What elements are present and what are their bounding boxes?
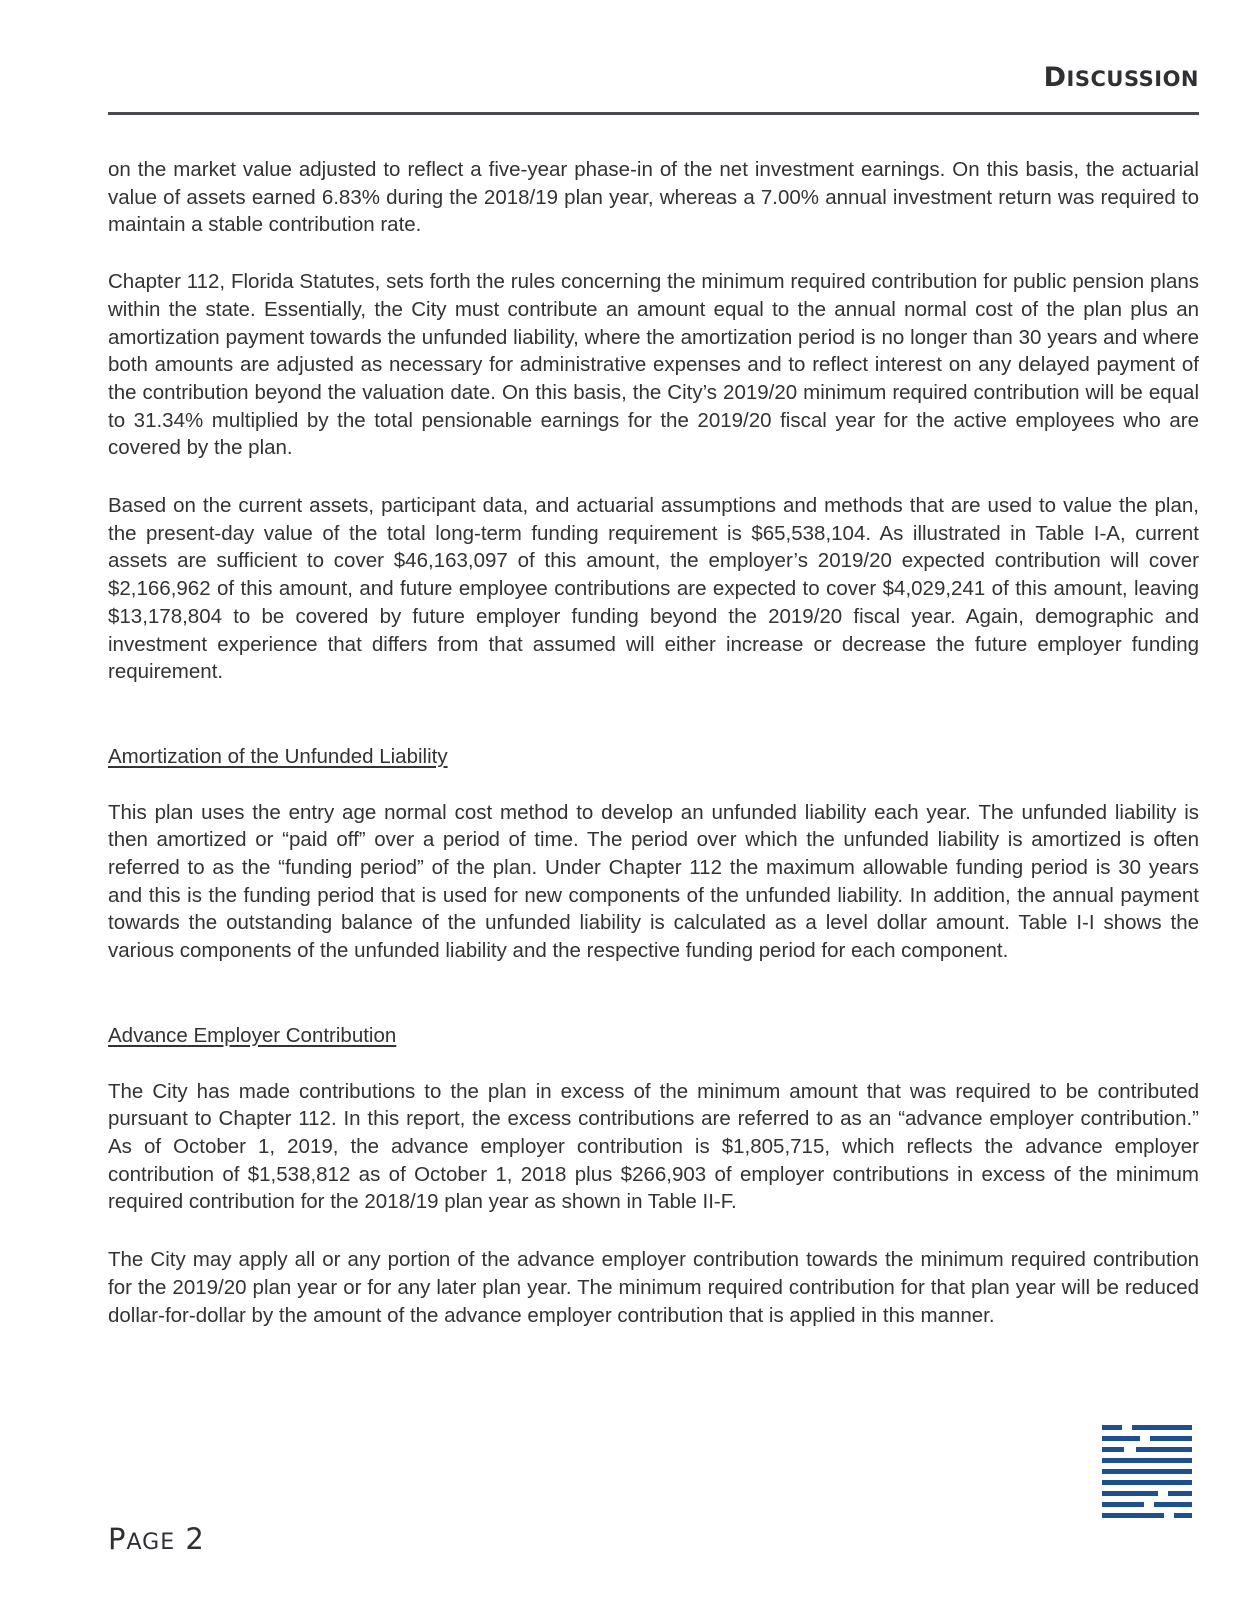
- heading-amortization: Amortization of the Unfunded Liability: [108, 744, 448, 768]
- company-logo-icon: [1102, 1425, 1192, 1525]
- page-body: [108, 156, 1199, 1329]
- header-divider: [108, 112, 1199, 115]
- page-label-rest: AGE: [126, 1530, 176, 1555]
- page-number-value: 2: [185, 1522, 205, 1556]
- paragraph-advance-contribution: The City has made contributions to the plan in excess of the minimum amount that was required to be contributed pursuant to Chapter 112. In this report, the excess contributions are referred to as an “advance employer contribution.” As of October 1, 2019, the advance employer contribution is $1,805,715, which reflects the advance employer contribution of $1,538,812 as of October 1, 2018 plus $266,903 of employer contributions in excess of the minimum required contribution for the 2018/19 plan year as shown in Table II-F.: [108, 1079, 1199, 1214]
- section-title-rest: ISCUSSION: [1066, 67, 1199, 91]
- page-label-initial: P: [108, 1522, 127, 1556]
- page-number: [108, 1522, 205, 1556]
- section-title-initial: D: [1043, 62, 1067, 93]
- heading-advance-contribution: Advance Employer Contribution: [108, 1023, 397, 1047]
- paragraph-funding-requirement: Based on the current assets, participant data, and actuarial assumptions and methods that are used to value the plan, the present-day value of the total long-term funding requirement is $65,538,104. As illustrated in Table I-A, current assets are sufficient to cover $46,163,097 of this amount, the employer’s 2019/20 expected contribution will cover $2,166,962 of this amount, and future employee contributions are expected to cover $4,029,241 of this amount, leaving $13,178,804 to be covered by future employer funding beyond the 2019/20 fiscal year. Again, demographic and investment experience that differs from that assumed will either increase or decrease the future employer funding requirement.: [108, 494, 1199, 684]
- paragraph-actuarial-value: on the market value adjusted to reflect a five-year phase-in of the net investment earnings. On this basis, the actuarial value of assets earned 6.83% during the 2018/19 plan year, whereas a 7.00% annual investment return was required to maintain a stable contribution rate.: [108, 158, 1199, 237]
- paragraph-apply-contribution: The City may apply all or any portion of the advance employer contribution towards the minimum required contribution for the 2019/20 plan year or for any later plan year. The minimum required contribution for that plan year will be reduced dollar-for-dollar by the amount of the advance employer contribution that is applied in this manner.: [108, 1248, 1199, 1327]
- paragraph-amortization: This plan uses the entry age normal cost method to develop an unfunded liability each year. The unfunded liability is then amortized or “paid off” over a period of time. The period over which the unfunded liability is amortized is often referred to as the “funding period” of the plan. Under Chapter 112 the maximum allowable funding period is 30 years and this is the funding period that is used for new components of the unfunded liability. In addition, the annual payment towards the outstanding balance of the unfunded liability is calculated as a level dollar amount. Table I-I shows the various components of the unfunded liability and the respective funding period for each component.: [108, 800, 1199, 963]
- section-title: [1044, 62, 1199, 93]
- paragraph-chapter-112: Chapter 112, Florida Statutes, sets forth the rules concerning the minimum required contribution for public pension plans within the state. Essentially, the City must contribute an amount equal to the annual normal cost of the plan plus an amortization payment towards the unfunded liability, where the amortization period is no longer than 30 years and where both amounts are adjusted as necessary for administrative expenses and to reflect interest on any delayed payment of the contribution beyond the valuation date. On this basis, the City’s 2019/20 minimum required contribution will be equal to 31.34% multiplied by the total pensionable earnings for the 2019/20 fiscal year for the active employees who are covered by the plan.: [108, 270, 1199, 460]
